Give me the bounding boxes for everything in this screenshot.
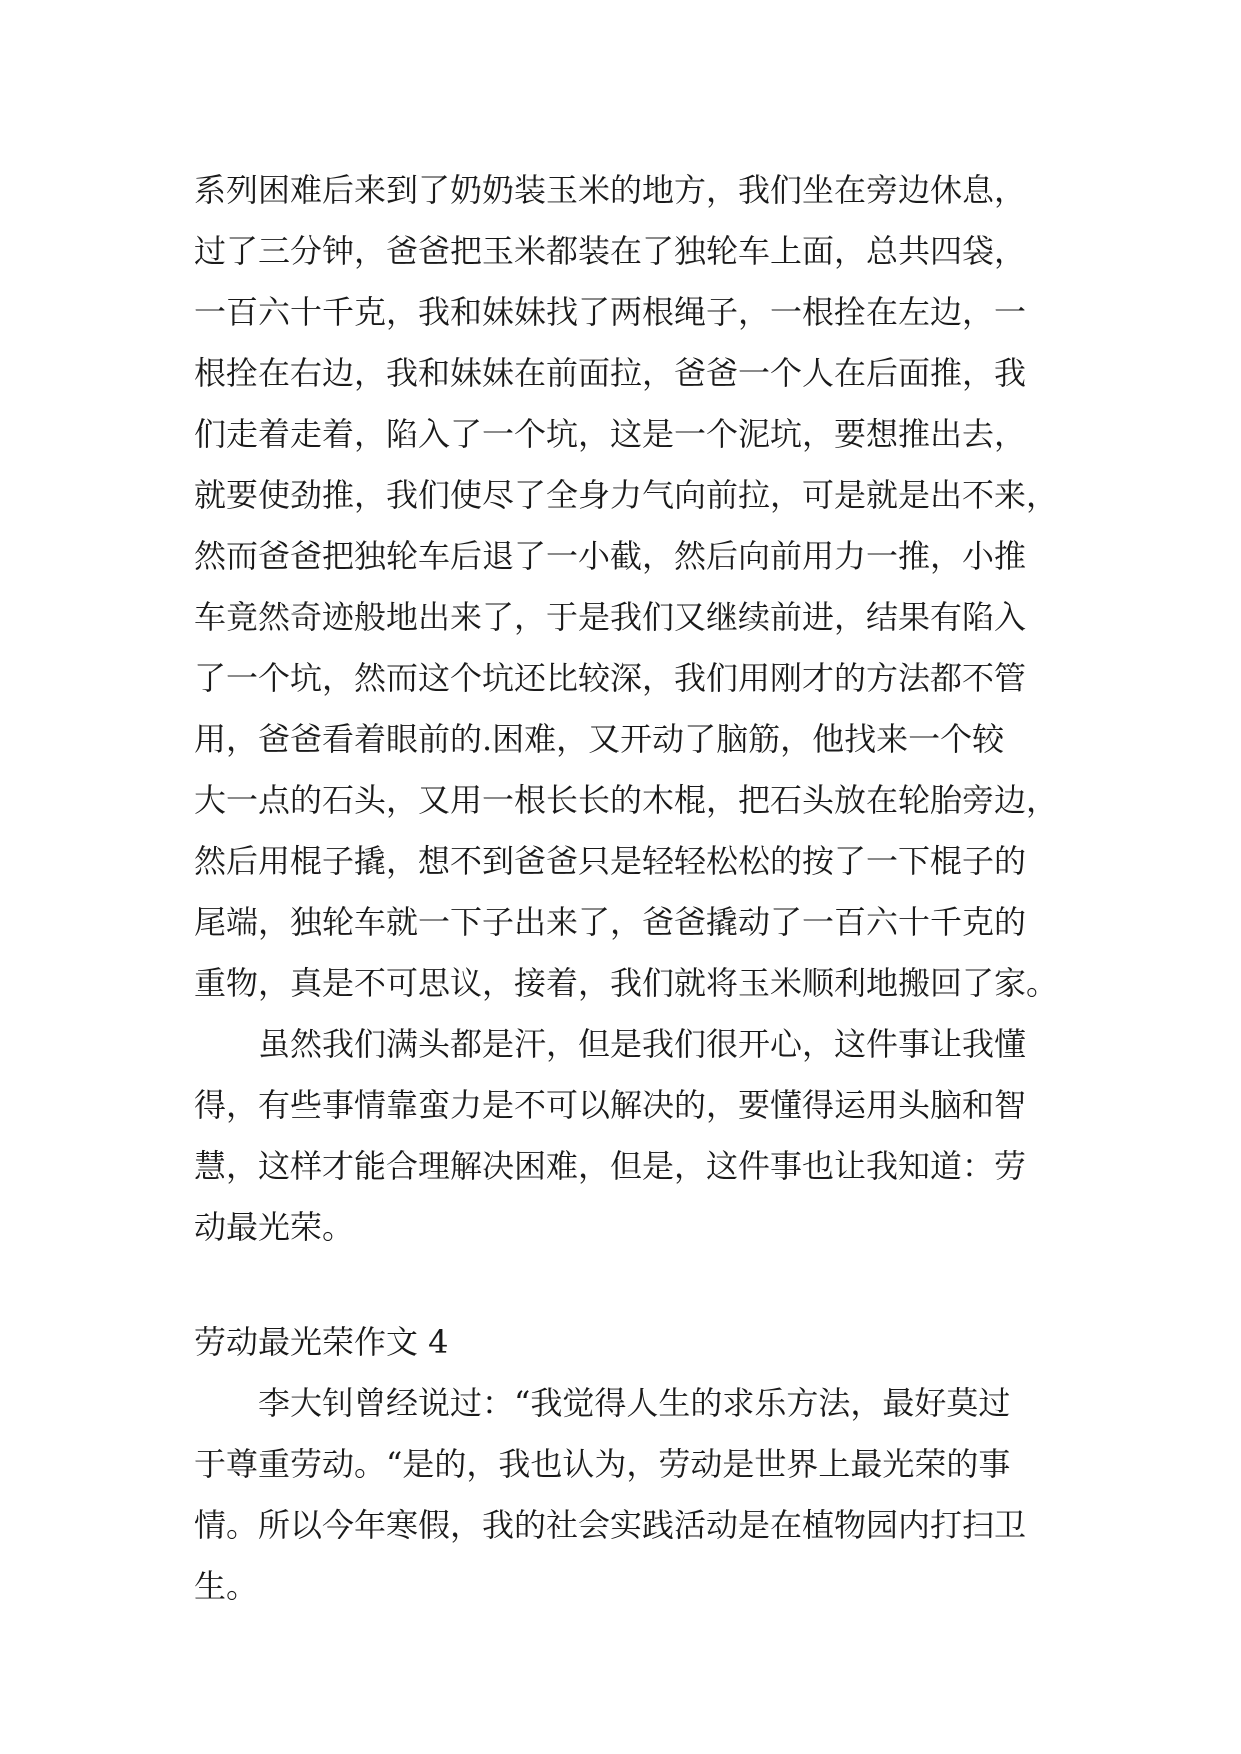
text-line: 慧，这样才能合理解决困难，但是，这件事也让我知道：劳 [194,1147,1027,1185]
text-line: 李大钊曾经说过：“我觉得人生的求乐方法，最好莫过 [194,1384,1011,1422]
text-line: 用，爸爸看着眼前的.困难，又开动了脑筋，他找来一个较 [194,720,1005,758]
text-line: 一百六十千克，我和妹妹找了两根绳子，一根拴在左边，一 [194,293,1027,331]
paragraph-essay-4 [194,1373,1064,1617]
text-line: 然而爸爸把独轮车后退了一小截，然后向前用力一推，小推 [194,537,1027,575]
text-line: 们走着走着，陷入了一个坑，这是一个泥坑，要想推出去， [194,415,1027,453]
text-line: 动最光荣。 [194,1208,355,1246]
paragraph-story [194,160,1064,1014]
text-line: 过了三分钟，爸爸把玉米都装在了独轮车上面，总共四袋， [194,232,1027,270]
text-line: 了一个坑，然而这个坑还比较深，我们用刚才的方法都不管 [194,659,1027,697]
text-line: 得，有些事情靠蛮力是不可以解决的，要懂得运用头脑和智 [194,1086,1027,1124]
paragraph-conclusion [194,1014,1064,1258]
document-body [194,160,1064,1617]
text-line: 生。 [194,1567,259,1605]
text-line: 系列困难后来到了奶奶装玉米的地方，我们坐在旁边休息， [194,171,1027,209]
section-title: 劳动最光荣作文 4 [194,1323,449,1361]
text-line: 就要使劲推，我们使尽了全身力气向前拉，可是就是出不来， [194,476,1059,514]
text-line: 然后用棍子撬，想不到爸爸只是轻轻松松的按了一下棍子的 [194,842,1027,880]
text-line: 车竟然奇迹般地出来了，于是我们又继续前进，结果有陷入 [194,598,1027,636]
text-line: 根拴在右边，我和妹妹在前面拉，爸爸一个人在后面推，我 [194,354,1027,392]
text-line: 虽然我们满头都是汗，但是我们很开心，这件事让我懂 [194,1025,1027,1063]
section-spacer [194,1258,1064,1312]
text-line: 重物，真是不可思议，接着，我们就将玉米顺利地搬回了家。 [194,964,1059,1002]
text-line: 情。所以今年寒假，我的社会实践活动是在植物园内打扫卫 [194,1506,1027,1544]
text-line: 于尊重劳动。“是的，我也认为，劳动是世界上最光荣的事 [194,1445,1011,1483]
text-line: 大一点的石头，又用一根长长的木棍，把石头放在轮胎旁边， [194,781,1059,819]
text-line: 尾端，独轮车就一下子出来了，爸爸撬动了一百六十千克的 [194,903,1027,941]
